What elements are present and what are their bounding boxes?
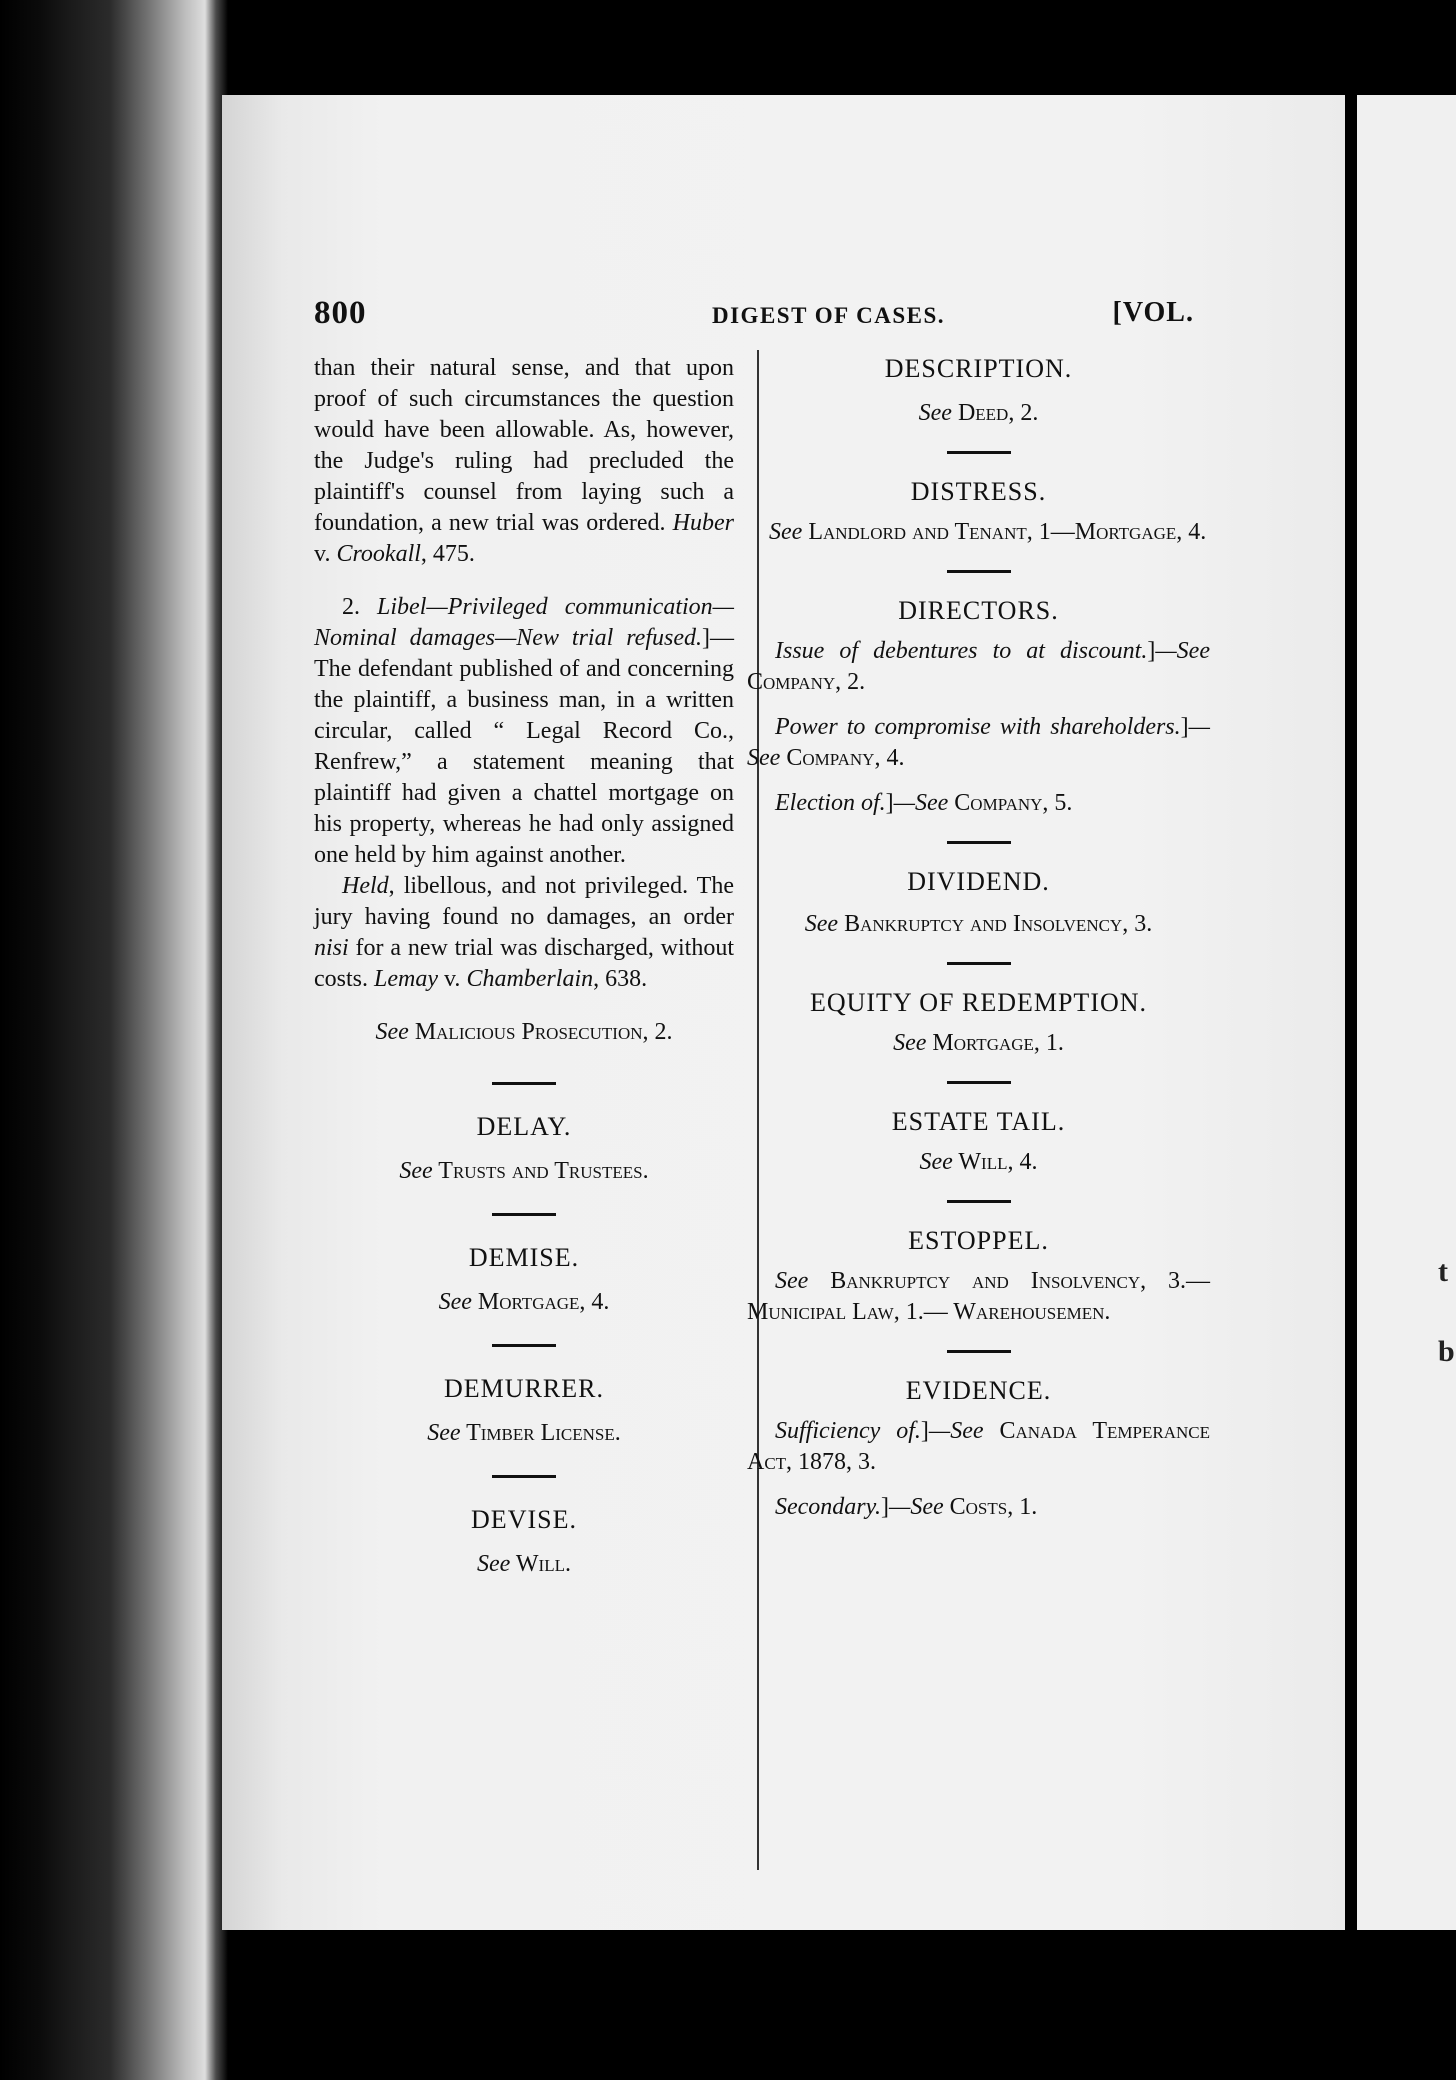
case-headnote: Libel—Privileged communication—Nominal damages—New trial refused. [314,594,735,651]
section-rule [492,1344,556,1347]
section-rule [492,1475,556,1478]
see-reference: See Mortgage, 1. [893,1030,1064,1056]
see-reference: See Mortgage, 4. [438,1289,610,1315]
facing-page-edge [1345,95,1456,1930]
see-reference: See Deed, 2. [918,400,1039,426]
entry-heading: DELAY. [476,1112,572,1141]
volume-label: [VOL. [1112,297,1194,328]
gutter-shadow [1345,95,1357,1930]
entry-heading: DEMURRER. [444,1374,604,1403]
see-reference: See Will, 4. [919,1149,1038,1175]
section-rule [492,1213,556,1216]
page-sheet [222,95,1345,1930]
left-column [314,353,734,1580]
evidence-item: Secondary.]—See Costs, 1. [775,1494,1038,1520]
see-reference: See Timber License. [427,1420,621,1446]
section-rule [947,1081,1011,1084]
directors-item: Power to compromise with shareholders.]—See Company, 4. [747,714,1210,771]
see-reference: See Malicious Prosecution, 2. [375,1019,673,1045]
see-reference: See Will. [477,1551,571,1577]
entry-heading: DIRECTORS. [898,596,1059,625]
entry-heading: DISTRESS. [910,477,1047,506]
page-header [314,295,1194,345]
section-rule [947,451,1011,454]
section-rule [947,1200,1011,1203]
section-rule [947,570,1011,573]
edge-letter: b [1438,1335,1455,1368]
edge-letter: t [1438,1255,1448,1288]
book-binding-edge [0,0,228,2080]
entry-heading: DEMISE. [468,1243,580,1272]
entry-heading: EVIDENCE. [905,1376,1052,1405]
entry-heading: DIVIDEND. [907,867,1050,896]
section-rule [492,1082,556,1085]
entry-heading: DEVISE. [471,1505,577,1534]
entry-heading: ESTOPPEL. [908,1226,1049,1255]
see-reference: See Bankruptcy and Insolvency, 3. [804,911,1153,937]
see-reference: See Landlord and Tenant, 1—Mortgage, 4. [769,519,1207,545]
right-column [747,353,1210,1523]
evidence-item: Sufficiency of.]—See Canada Temperance Act, 1878, 3. [747,1418,1210,1475]
case-paragraph-1: than their natural sense, and that upon proof of such circumstances the question would have been allowable. As, however, the Judge's ruling had precluded the plaintiff's counsel from laying such a foundation, a new trial was ordered. Huber v. Crookall, 475. [314,355,734,567]
see-reference: See Bankruptcy and Insolvency, 3.—Municipal Law, 1.— Warehousemen. [747,1268,1210,1325]
entry-heading: EQUITY OF REDEMPTION. [809,988,1148,1017]
section-rule [947,962,1011,965]
entry-heading: ESTATE TAIL. [891,1107,1066,1136]
section-rule [947,841,1011,844]
held-paragraph: Held, libellous, and not privileged. The jury having found no damages, an order nisi for a new trial was discharged, without costs. Lemay v. Chamberlain, 638. [314,873,734,992]
case-paragraph-2: 2. Libel—Privileged communication—Nominal damages—New trial refused.]—The defendant published of and concerning the plaintiff, a business man, in a written circular, called “ Legal Record Co., Renfrew,” a statement meaning that plaintiff had given a chattel mortgage on his property, whereas he had only assigned one held by him against another. [314,594,735,868]
directors-item: Issue of debentures to at discount.]—See Company, 2. [747,638,1210,695]
running-title: DIGEST OF CASES. [712,303,945,328]
directors-item: Election of.]—See Company, 5. [775,790,1073,816]
page-number: 800 [314,295,367,331]
section-rule [947,1350,1011,1353]
entry-heading: DESCRIPTION. [884,354,1073,383]
see-reference: See Trusts and Trustees. [399,1158,649,1184]
